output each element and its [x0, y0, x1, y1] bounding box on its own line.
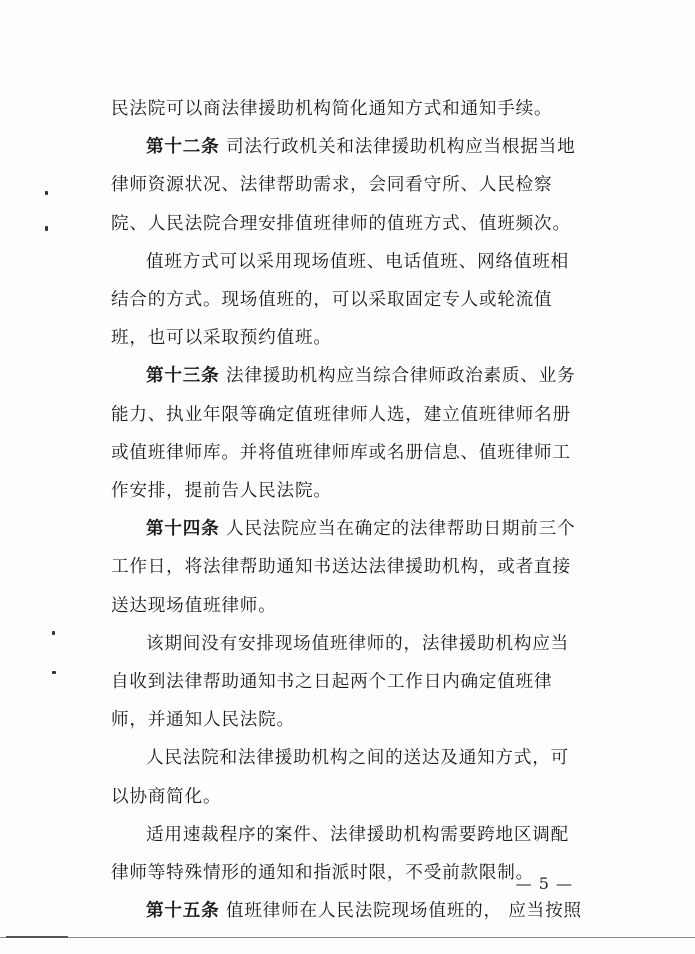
article-12-paragraph [111, 128, 585, 243]
paragraph-text: 人民法院应当在确定的法律帮助日期前三个工作日，将法律帮助通知书送达法律援助机构，或者直接送达现场值班律师。 [111, 519, 576, 616]
page-number: — 5 — [515, 874, 573, 893]
article-heading: 第十五条 [146, 900, 220, 922]
article-heading: 第十二条 [146, 136, 220, 158]
paragraph-text: 民法院可以商法律援助机构简化通知方式和通知手续。 [111, 99, 553, 119]
scan-speck [45, 191, 48, 195]
paragraph-text: 该期间没有安排现场值班律师的，法律援助机构应当自收到法律帮助通知书之日起两个工作日内确定值班律师，并通知人民法院。 [111, 633, 570, 731]
article-13-paragraph [111, 357, 585, 510]
paragraph-text: 适用速裁程序的案件、法律援助机构需要跨地区调配律师等特殊情形的通知和指派时限，不受前款限制。 [111, 824, 570, 884]
paragraph-text: 值班方式可以采用现场值班、电话值班、网络值班相结合的方式。现场值班的，可以采取固定专人或轮流值班，也可以采取预约值班。 [111, 251, 570, 349]
article-14-paragraph [111, 510, 585, 625]
bottom-edge-mark [6, 936, 68, 938]
paragraph-text: 法律援助机构应当综合律师政治素质、业务能力、执业年限等确定值班律师人选，建立值班律师名册或值班律师库。并将值班律师库或名册信息、值班律师工作安排，提前告人民法院。 [111, 366, 576, 502]
article-14-fourth-paragraph [111, 816, 585, 892]
scan-speck [52, 671, 56, 674]
article-heading: 第十三条 [146, 365, 220, 387]
article-14-third-paragraph [111, 739, 585, 815]
paragraph-text: 司法行政机关和法律援助机构应当根据当地律师资源状况、法律帮助需求，会同看守所、人民检察院、人民法院合理安排值班律师的值班方式、值班频次。 [111, 137, 576, 234]
scan-speck [52, 631, 55, 635]
article-15-paragraph [111, 892, 585, 930]
bottom-edge-line [0, 937, 695, 938]
article-14-second-paragraph [111, 625, 585, 740]
article-heading: 第十四条 [146, 518, 220, 540]
paragraph-text: 人民法院和法律援助机构之间的送达及通知方式，可以协商简化。 [111, 748, 570, 807]
document-body [111, 90, 585, 930]
scan-speck [45, 226, 48, 231]
paragraph-continuation [111, 90, 585, 128]
article-12-second-paragraph [111, 243, 585, 358]
paragraph-text: 值班律师在人民法院现场值班的， 应当按照 [225, 901, 582, 922]
